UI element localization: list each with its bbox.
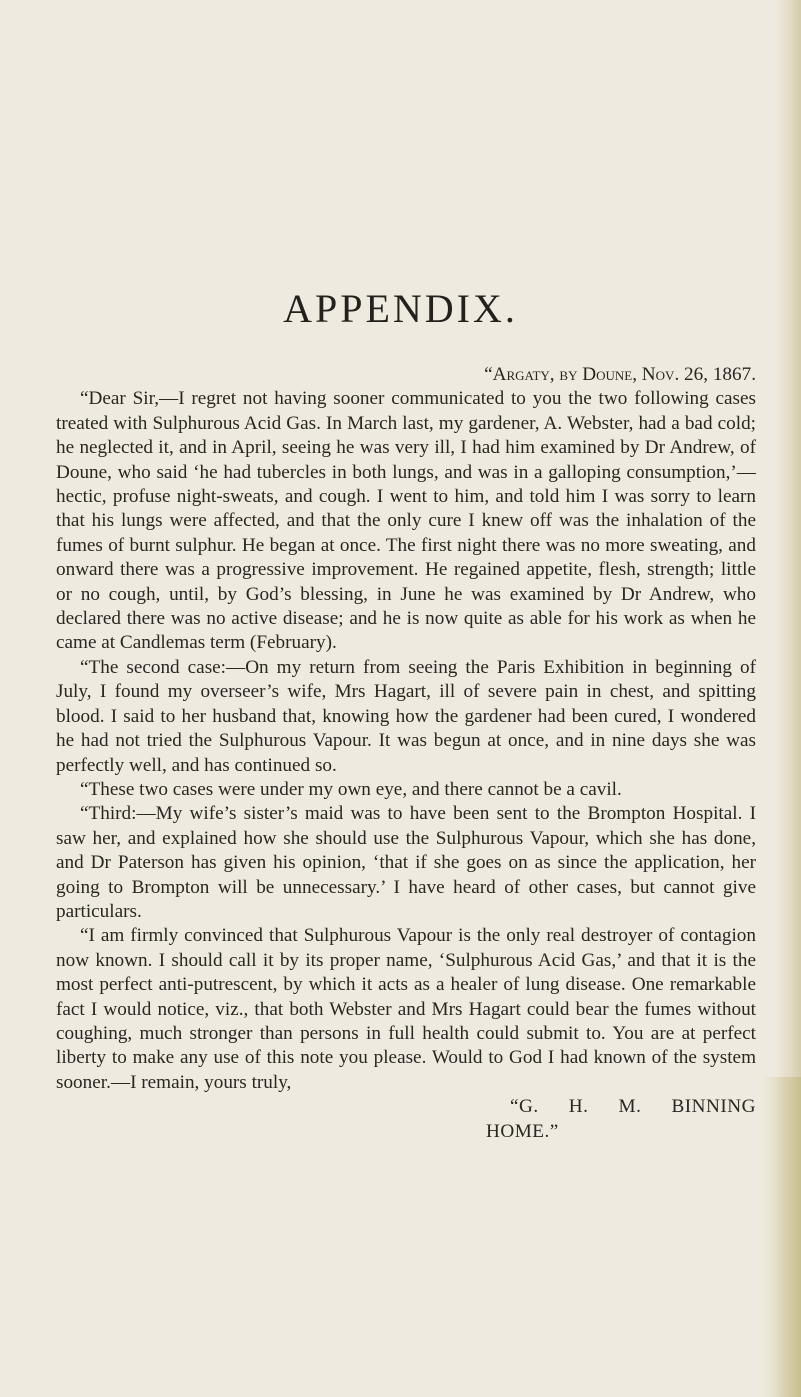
- page-title: APPENDIX.: [283, 286, 518, 331]
- letter-signature: “G. H. M. BINNING HOME.”: [486, 1096, 756, 1142]
- page-edge-stain: [761, 1077, 801, 1397]
- letter-paragraph-cavil: “These two cases were under my own eye, and there cannot be a cavil.: [80, 778, 622, 800]
- letter-paragraph-conviction: “I am firmly convinced that Sulphurous Vapour is the only real destroyer of contagion now known. I should call it by its proper name, ‘Sulphurous Acid Gas,’ and that it is the most perfect anti-putrescent, by which it acts as a healer of lung disease. One remarkable fact I would notice, viz., that both Webster and Mrs Hagart could bear the fumes without coughing, much stronger than persons in full health could submit to. You are at perfect liberty to make any use of this note you please. Would to God I had known of the system sooner.—I remain, yours truly,: [56, 925, 756, 1093]
- letter-paragraph-first-case: “Dear Sir,—I regret not having sooner communicated to you the two following cases treated with Sulphurous Acid Gas. In March last, my gardener, A. Webster, had a bad cold; he neglected it, and in April, seeing he was very ill, I had him examined by Dr Andrew, of Doune, who said ‘he had tubercles in both lungs, and was in a galloping consumption,’—hectic, profuse night-sweats, and cough. I went to him, and told him I was sorry to learn that his lungs were affected, and that the only cure I knew off was the inhalation of the fumes of burnt sulphur. He began at once. The first night there was no more sweating, and onward there was a progressive improvement. He regained appetite, flesh, strength; little or no cough, until, by God’s blessing, in June he was examined by Dr Andrew, who declared there was no active disease; and he is now quite as able for his work as when he came at Candlemas term (February).: [56, 388, 756, 654]
- letter-paragraph-third-case: “Third:—My wife’s sister’s maid was to have been sent to the Brompton Hospital. I saw her, and explained how she should use the Sulphurous Vapour, which she has done, and Dr Paterson has given his opinion, ‘that if she goes on as since the application, her going to Brompton will be unnecessary.’ I have heard of other cases, but cannot give particulars.: [56, 803, 756, 922]
- letter-dateline: “Argaty, by Doune, Nov. 26, 1867.: [484, 364, 756, 385]
- letter-body: [56, 363, 756, 1144]
- letter-paragraph-second-case: “The second case:—On my return from seeing the Paris Exhibition in beginning of July, I found my overseer’s wife, Mrs Hagart, ill of severe pain in chest, and spitting blood. I said to her husband that, knowing how the gardener had been cured, I wondered he had not tried the Sulphurous Vapour. It was begun at once, and in nine days she was perfectly well, and has continued so.: [56, 656, 756, 776]
